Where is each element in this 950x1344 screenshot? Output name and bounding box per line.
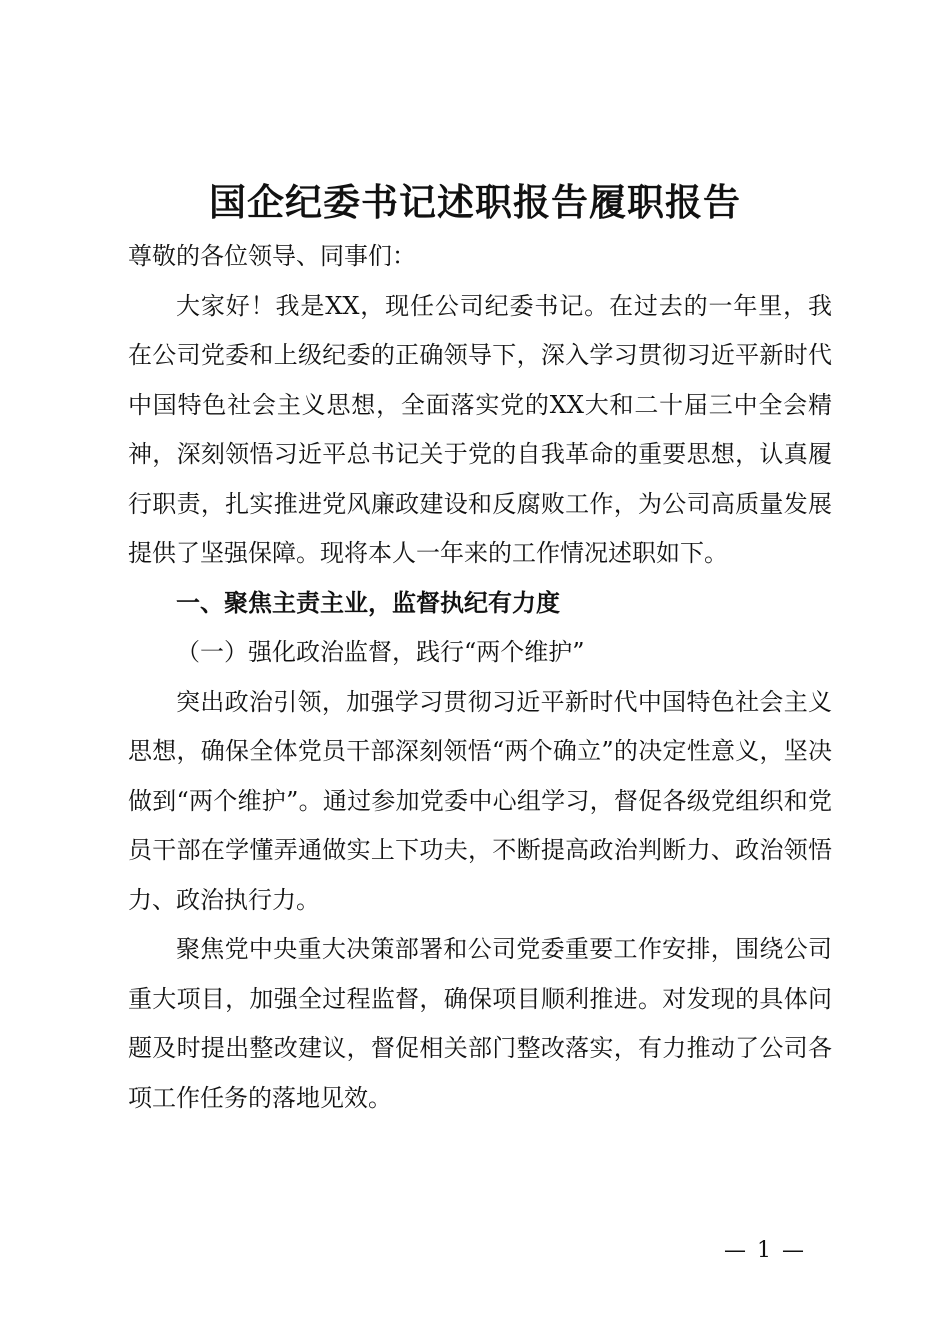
body-paragraph: 聚焦党中央重大决策部署和公司党委重要工作安排，围绕公司重大项目，加强全过程监督，确保项目顺利推进。对发现的具体问题及时提出整改建议，督促相关部门整改落实，有力推动了公司各项工作任务的落地见效。 [128, 935, 832, 1112]
body-paragraph: 突出政治引领，加强学习贯彻习近平新时代中国特色社会主义思想，确保全体党员干部深刻领悟“两个确立”的决定性意义，坚决做到“两个维护”。通过参加党委中心组学习，督促各级党组织和党员干部在学懂弄通做实上下功夫，不断提高政治判断力、政治领悟力、政治执行力。 [128, 687, 832, 914]
section-heading: 一、聚焦主责主业，监督执纪有力度 [176, 588, 560, 617]
intro-paragraph: 大家好！我是XX，现任公司纪委书记。在过去的一年里，我在公司党委和上级纪委的正确领导下，深入学习贯彻习近平新时代中国特色社会主义思想，全面落实党的XX大和二十届三中全会精神，深刻领悟习近平总书记关于党的自我革命的重要思想，认真履行职责，扎实推进党风廉政建设和反腐败工作，为公司高质量发展提供了坚强保障。现将本人一年来的工作情况述职如下。 [128, 291, 832, 567]
page-number: — 1 — [724, 1238, 806, 1263]
document-body [128, 232, 832, 1123]
subsection-heading: （一）强化政治监督，践行“两个维护” [176, 638, 585, 666]
salutation: 尊敬的各位领导、同事们： [128, 242, 416, 270]
document-title: 国企纪委书记述职报告履职报告 [209, 180, 741, 224]
